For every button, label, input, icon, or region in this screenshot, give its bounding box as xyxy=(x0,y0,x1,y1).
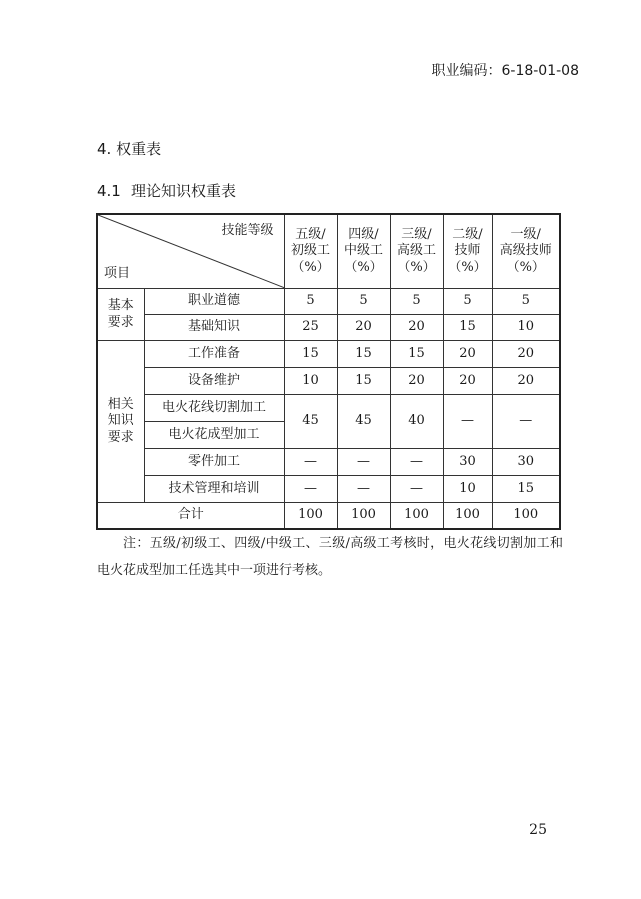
value-cell: — xyxy=(337,476,390,503)
total-label: 合计 xyxy=(97,503,284,529)
page-number: 25 xyxy=(529,822,547,838)
value-cell: — xyxy=(390,449,443,476)
value-cell: 10 xyxy=(443,476,492,503)
item-cell: 技术管理和培训 xyxy=(144,476,284,503)
table-row xyxy=(97,395,560,422)
value-cell: 45 xyxy=(337,395,390,449)
value-cell: 20 xyxy=(390,315,443,341)
value-cell: 5 xyxy=(443,289,492,315)
value-cell: 20 xyxy=(337,315,390,341)
value-cell: 15 xyxy=(443,315,492,341)
corner-skill-level-label: 技能等级 xyxy=(221,223,274,238)
total-value: 100 xyxy=(390,503,443,529)
subsection-text: 理论知识权重表 xyxy=(131,182,237,200)
table-row xyxy=(97,341,560,368)
table-row xyxy=(97,289,560,315)
value-cell: 20 xyxy=(443,341,492,368)
item-cell: 设备维护 xyxy=(144,368,284,395)
table-row xyxy=(97,476,560,503)
occupation-code: 职业编码：6-18-01-08 xyxy=(431,63,579,79)
value-cell: 20 xyxy=(390,368,443,395)
level-header: 五级/ 初级工 （%） xyxy=(284,214,337,289)
value-cell: 5 xyxy=(284,289,337,315)
subsection-title xyxy=(97,180,236,201)
corner-item-label: 项目 xyxy=(104,265,131,281)
value-cell: — xyxy=(284,449,337,476)
item-cell: 电火花线切割加工 xyxy=(144,395,284,422)
value-cell: 10 xyxy=(492,315,560,341)
value-cell: 20 xyxy=(492,368,560,395)
value-cell: 25 xyxy=(284,315,337,341)
total-value: 100 xyxy=(492,503,560,529)
value-cell: 45 xyxy=(284,395,337,449)
value-cell: 15 xyxy=(337,341,390,368)
value-cell: 40 xyxy=(390,395,443,449)
level-header: 一级/ 高级技师 （%） xyxy=(492,214,560,289)
value-cell: — xyxy=(284,476,337,503)
value-cell: 5 xyxy=(390,289,443,315)
value-cell: — xyxy=(337,449,390,476)
value-cell: 15 xyxy=(284,341,337,368)
table-row xyxy=(97,315,560,341)
value-cell: 20 xyxy=(443,368,492,395)
value-cell: — xyxy=(443,395,492,449)
value-cell: 30 xyxy=(443,449,492,476)
group-related: 相关 知识 要求 xyxy=(97,341,144,503)
value-cell: — xyxy=(390,476,443,503)
value-cell: 5 xyxy=(337,289,390,315)
subsection-number: 4.1 xyxy=(97,182,121,200)
item-cell: 基础知识 xyxy=(144,315,284,341)
item-cell: 工作准备 xyxy=(144,341,284,368)
total-value: 100 xyxy=(443,503,492,529)
group-basic: 基本 要求 xyxy=(97,289,144,341)
item-cell: 零件加工 xyxy=(144,449,284,476)
weight-table xyxy=(96,213,561,530)
level-header: 二级/ 技师 （%） xyxy=(443,214,492,289)
value-cell: 15 xyxy=(390,341,443,368)
value-cell: 15 xyxy=(337,368,390,395)
level-header: 四级/ 中级工 （%） xyxy=(337,214,390,289)
value-cell: 15 xyxy=(492,476,560,503)
header-row xyxy=(97,214,560,289)
value-cell: 20 xyxy=(492,341,560,368)
total-value: 100 xyxy=(337,503,390,529)
total-value: 100 xyxy=(284,503,337,529)
value-cell: 10 xyxy=(284,368,337,395)
value-cell: 5 xyxy=(492,289,560,315)
table-row xyxy=(97,368,560,395)
table-note: 注：五级/初级工、四级/中级工、三级/高级工考核时，电火花线切割加工和电火花成型加工任选其中一项进行考核。 xyxy=(97,536,563,578)
item-cell: 电火花成型加工 xyxy=(144,422,284,449)
section-title: 4. 权重表 xyxy=(97,140,162,158)
level-header: 三级/ 高级工 （%） xyxy=(390,214,443,289)
value-cell: 30 xyxy=(492,449,560,476)
total-row xyxy=(97,503,560,529)
corner-cell xyxy=(97,214,284,289)
item-cell: 职业道德 xyxy=(144,289,284,315)
table-row xyxy=(97,449,560,476)
value-cell: — xyxy=(492,395,560,449)
